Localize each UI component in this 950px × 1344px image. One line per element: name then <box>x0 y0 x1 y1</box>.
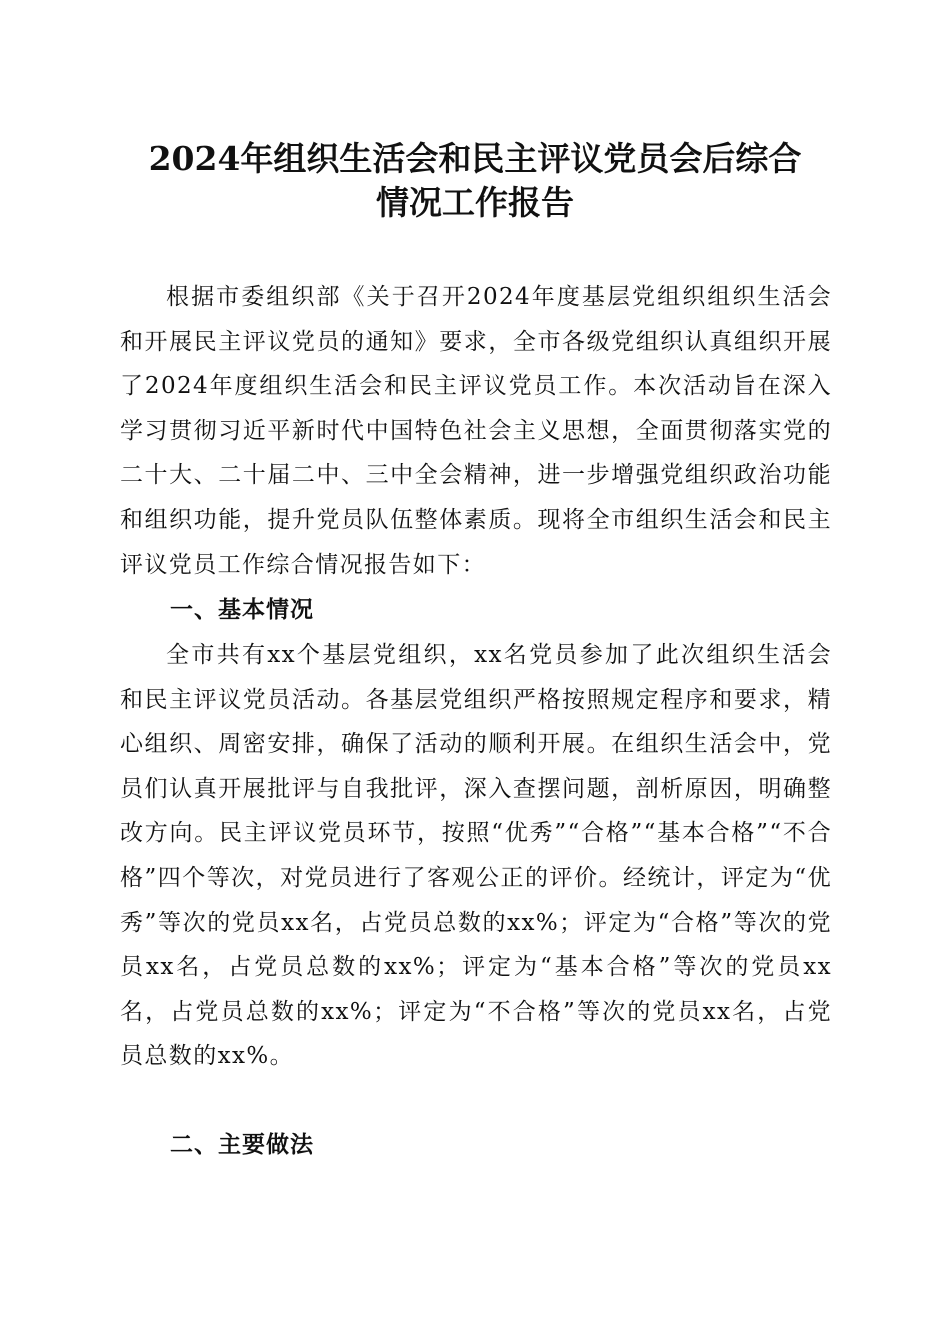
title-line-2: 情况工作报告 <box>376 183 574 222</box>
section-heading-basic-situation: 一、基本情况 <box>170 597 314 623</box>
section-heading-main-practices: 二、主要做法 <box>170 1132 314 1158</box>
intro-paragraph: 根据市委组织部《关于召开2024年度基层党组织组织生活会和开展民主评议党员的通知》要求，全市各级党组织认真组织开展了2024年度组织生活会和民主评议党员工作。本次活动旨在深入学习贯彻习近平新时代中国特色社会主义思想，全面贯彻落实党的二十大、二十届二中、三中全会精神，进一步增强党组织政治功能和组织功能，提升党员队伍整体素质。现将全市组织生活会和民主评议党员工作综合情况报告如下： <box>120 284 832 578</box>
basic-situation-paragraph: 全市共有xx个基层党组织，xx名党员参加了此次组织生活会和民主评议党员活动。各基层党组织严格按照规定程序和要求，精心组织、周密安排，确保了活动的顺利开展。在组织生活会中，党员们认真开展批评与自我批评，深入查摆问题，剖析原因，明确整改方向。民主评议党员环节，按照“优秀”“合格”“基本合格”“不合格”四个等次，对党员进行了客观公正的评价。经统计，评定为“优秀”等次的党员xx名，占党员总数的xx%；评定为“合格”等次的党员xx名，占党员总数的xx%；评定为“基本合格”等次的党员xx名，占党员总数的xx%；评定为“不合格”等次的党员xx名，占党员总数的xx%。 <box>120 642 832 1070</box>
document-title <box>110 137 840 225</box>
title-line-1: 2024年组织生活会和民主评议党员会后综合 <box>148 139 802 178</box>
